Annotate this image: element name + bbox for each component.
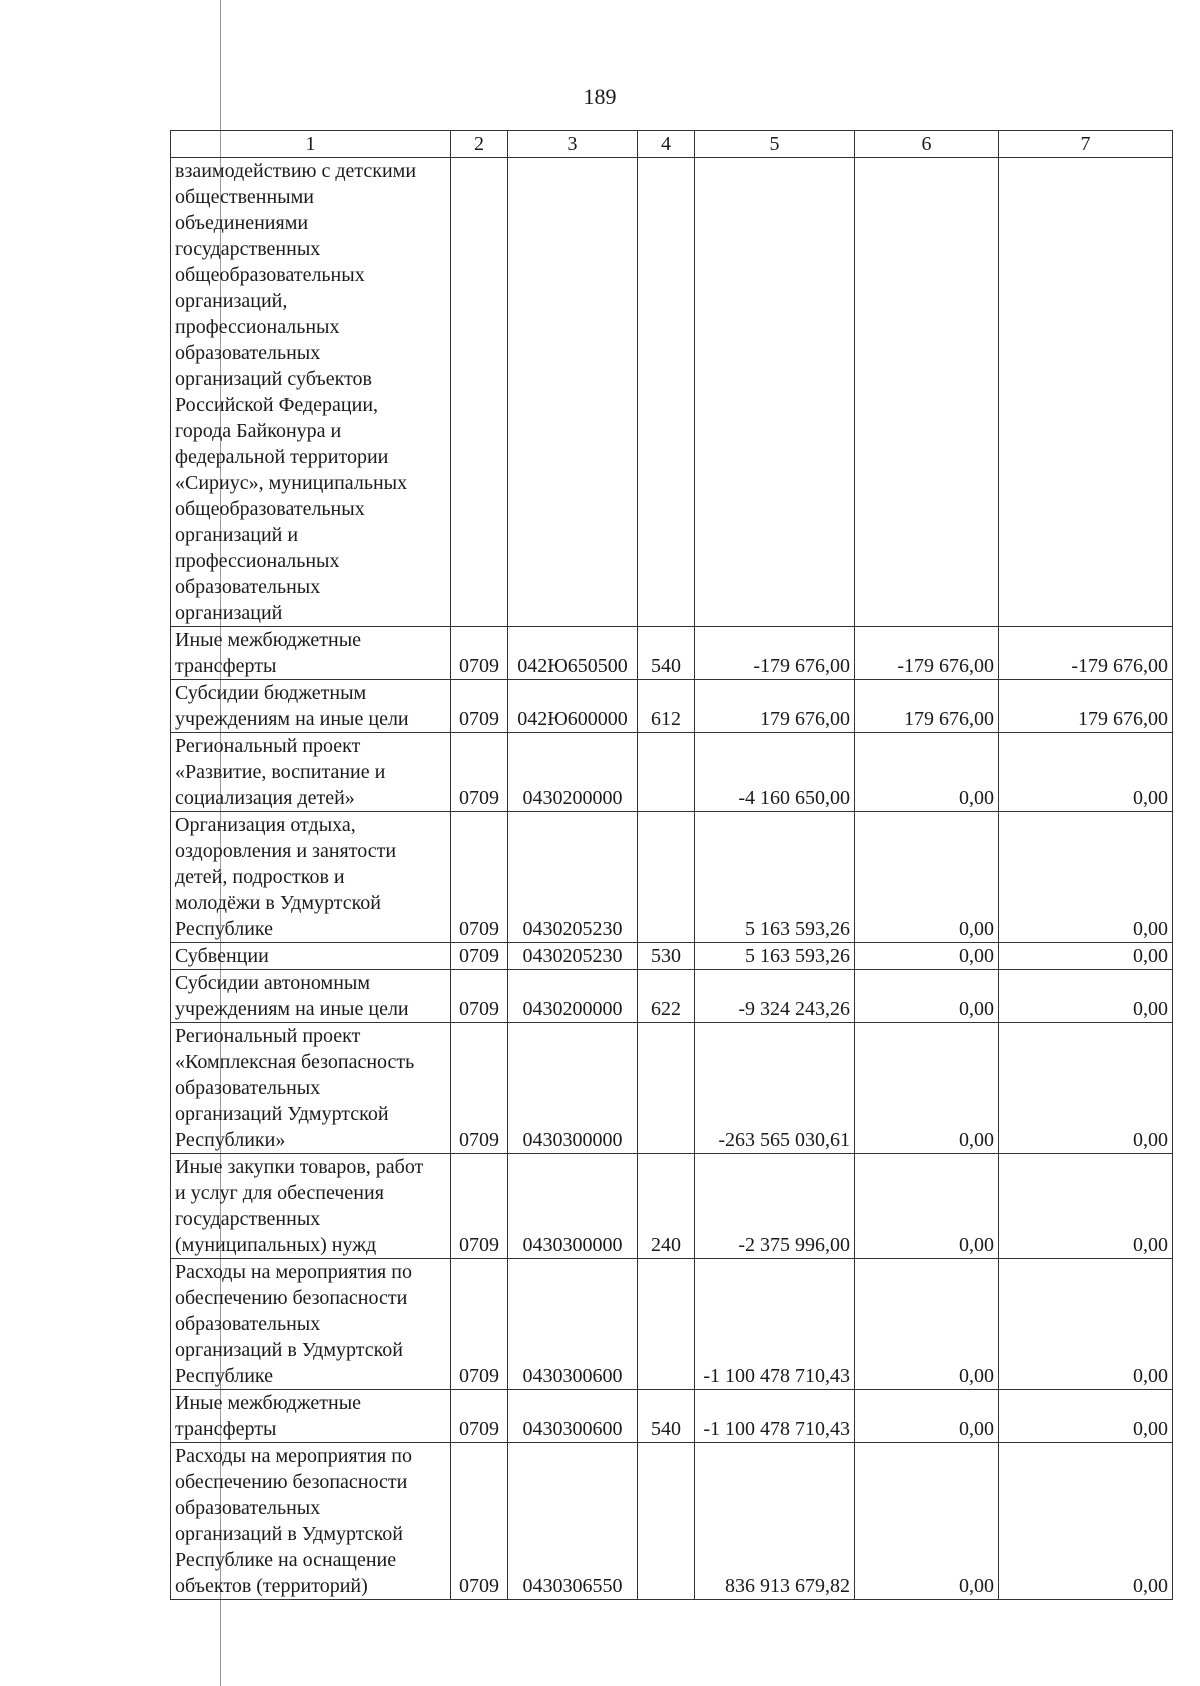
header-col-6: 6 bbox=[855, 131, 999, 158]
target-article-cell: 042Ю600000 bbox=[508, 680, 638, 733]
expense-type-cell bbox=[638, 733, 695, 812]
target-article-cell: 0430200000 bbox=[508, 733, 638, 812]
table-row bbox=[171, 627, 1173, 680]
expense-type-cell: 540 bbox=[638, 627, 695, 680]
header-col-4: 4 bbox=[638, 131, 695, 158]
row-name-cell: Расходы на мероприятия по обеспечению безопасности образовательных организаций в Удмуртской Республике на оснащение объектов (территорий) bbox=[171, 1443, 451, 1600]
amount-col-7-cell bbox=[999, 158, 1173, 627]
amount-col-6-cell: 0,00 bbox=[855, 970, 999, 1023]
header-col-5: 5 bbox=[695, 131, 855, 158]
expense-type-cell: 622 bbox=[638, 970, 695, 1023]
section-code-cell: 0709 bbox=[451, 680, 508, 733]
row-name-cell: Региональный проект «Комплексная безопасность образовательных организаций Удмуртской Республики» bbox=[171, 1023, 451, 1154]
amount-col-5-cell: -9 324 243,26 bbox=[695, 970, 855, 1023]
amount-col-6-cell: 179 676,00 bbox=[855, 680, 999, 733]
target-article-cell: 042Ю650500 bbox=[508, 627, 638, 680]
table-row bbox=[171, 1390, 1173, 1443]
header-col-3: 3 bbox=[508, 131, 638, 158]
amount-col-6-cell: 0,00 bbox=[855, 1259, 999, 1390]
table-row bbox=[171, 943, 1173, 970]
amount-col-6-cell: 0,00 bbox=[855, 1443, 999, 1600]
amount-col-7-cell: 0,00 bbox=[999, 943, 1173, 970]
amount-col-5-cell: -1 100 478 710,43 bbox=[695, 1390, 855, 1443]
target-article-cell: 0430300000 bbox=[508, 1154, 638, 1259]
row-name-cell: Расходы на мероприятия по обеспечению безопасности образовательных организаций в Удмуртской Республике bbox=[171, 1259, 451, 1390]
amount-col-5-cell: -2 375 996,00 bbox=[695, 1154, 855, 1259]
amount-col-7-cell: 0,00 bbox=[999, 1154, 1173, 1259]
amount-col-5-cell: -4 160 650,00 bbox=[695, 733, 855, 812]
expense-type-cell bbox=[638, 1259, 695, 1390]
section-code-cell: 0709 bbox=[451, 943, 508, 970]
header-col-2: 2 bbox=[451, 131, 508, 158]
table-row bbox=[171, 812, 1173, 943]
row-name-cell: Организация отдыха, оздоровления и занятости детей, подростков и молодёжи в Удмуртской Республике bbox=[171, 812, 451, 943]
section-code-cell: 0709 bbox=[451, 970, 508, 1023]
budget-table bbox=[170, 130, 1173, 1600]
amount-col-5-cell: 5 163 593,26 bbox=[695, 812, 855, 943]
amount-col-6-cell: 0,00 bbox=[855, 812, 999, 943]
row-name-cell: Региональный проект «Развитие, воспитание и социализация детей» bbox=[171, 733, 451, 812]
target-article-cell: 0430300000 bbox=[508, 1023, 638, 1154]
amount-col-6-cell: 0,00 bbox=[855, 733, 999, 812]
row-name-cell: Иные межбюджетные трансферты bbox=[171, 627, 451, 680]
target-article-cell: 0430205230 bbox=[508, 943, 638, 970]
table-row bbox=[171, 158, 1173, 627]
amount-col-7-cell: 0,00 bbox=[999, 733, 1173, 812]
amount-col-5-cell: 179 676,00 bbox=[695, 680, 855, 733]
header-col-1: 1 bbox=[171, 131, 451, 158]
amount-col-6-cell: 0,00 bbox=[855, 1390, 999, 1443]
expense-type-cell bbox=[638, 1443, 695, 1600]
amount-col-5-cell: -179 676,00 bbox=[695, 627, 855, 680]
amount-col-5-cell bbox=[695, 158, 855, 627]
amount-col-6-cell bbox=[855, 158, 999, 627]
table-row bbox=[171, 1259, 1173, 1390]
amount-col-5-cell: 836 913 679,82 bbox=[695, 1443, 855, 1600]
amount-col-6-cell: 0,00 bbox=[855, 1154, 999, 1259]
table-row bbox=[171, 1023, 1173, 1154]
section-code-cell bbox=[451, 158, 508, 627]
expense-type-cell: 530 bbox=[638, 943, 695, 970]
table-row bbox=[171, 680, 1173, 733]
table-row bbox=[171, 1443, 1173, 1600]
header-col-7: 7 bbox=[999, 131, 1173, 158]
row-name-cell: Субвенции bbox=[171, 943, 451, 970]
amount-col-5-cell: -1 100 478 710,43 bbox=[695, 1259, 855, 1390]
table-row bbox=[171, 970, 1173, 1023]
amount-col-7-cell: 0,00 bbox=[999, 1443, 1173, 1600]
page-number: 189 bbox=[583, 84, 617, 109]
amount-col-7-cell: 0,00 bbox=[999, 1023, 1173, 1154]
expense-type-cell bbox=[638, 158, 695, 627]
amount-col-7-cell: 179 676,00 bbox=[999, 680, 1173, 733]
table-body bbox=[171, 158, 1173, 1600]
row-name-cell: Субсидии бюджетным учреждениям на иные цели bbox=[171, 680, 451, 733]
section-code-cell: 0709 bbox=[451, 733, 508, 812]
section-code-cell: 0709 bbox=[451, 627, 508, 680]
expense-type-cell bbox=[638, 1023, 695, 1154]
header-row bbox=[171, 131, 1173, 158]
row-name-cell: Субсидии автономным учреждениям на иные цели bbox=[171, 970, 451, 1023]
amount-col-5-cell: 5 163 593,26 bbox=[695, 943, 855, 970]
expense-type-cell bbox=[638, 812, 695, 943]
table-row bbox=[171, 1154, 1173, 1259]
expense-type-cell: 612 bbox=[638, 680, 695, 733]
amount-col-7-cell: 0,00 bbox=[999, 812, 1173, 943]
row-name-cell: Иные закупки товаров, работ и услуг для обеспечения государственных (муниципальных) нужд bbox=[171, 1154, 451, 1259]
target-article-cell: 0430306550 bbox=[508, 1443, 638, 1600]
expense-type-cell: 240 bbox=[638, 1154, 695, 1259]
table-row bbox=[171, 733, 1173, 812]
section-code-cell: 0709 bbox=[451, 1259, 508, 1390]
section-code-cell: 0709 bbox=[451, 1154, 508, 1259]
expense-type-cell: 540 bbox=[638, 1390, 695, 1443]
target-article-cell: 0430300600 bbox=[508, 1259, 638, 1390]
target-article-cell: 0430200000 bbox=[508, 970, 638, 1023]
amount-col-6-cell: 0,00 bbox=[855, 943, 999, 970]
amount-col-6-cell: -179 676,00 bbox=[855, 627, 999, 680]
amount-col-7-cell: 0,00 bbox=[999, 1390, 1173, 1443]
section-code-cell: 0709 bbox=[451, 1390, 508, 1443]
section-code-cell: 0709 bbox=[451, 1023, 508, 1154]
target-article-cell: 0430300600 bbox=[508, 1390, 638, 1443]
target-article-cell bbox=[508, 158, 638, 627]
amount-col-7-cell: 0,00 bbox=[999, 970, 1173, 1023]
target-article-cell: 0430205230 bbox=[508, 812, 638, 943]
amount-col-5-cell: -263 565 030,61 bbox=[695, 1023, 855, 1154]
row-name-cell: Иные межбюджетные трансферты bbox=[171, 1390, 451, 1443]
amount-col-7-cell: 0,00 bbox=[999, 1259, 1173, 1390]
section-code-cell: 0709 bbox=[451, 812, 508, 943]
section-code-cell: 0709 bbox=[451, 1443, 508, 1600]
row-name-cell: взаимодействию с детскими общественными объединениями государственных общеобразовательных организаций, профессиональных образовательных организаций субъектов Российской Федерации, города Байконура и федеральной территории «Сириус», муниципальных общеобразовательных организаций и профессиональных образовательных организаций bbox=[171, 158, 451, 627]
amount-col-6-cell: 0,00 bbox=[855, 1023, 999, 1154]
amount-col-7-cell: -179 676,00 bbox=[999, 627, 1173, 680]
